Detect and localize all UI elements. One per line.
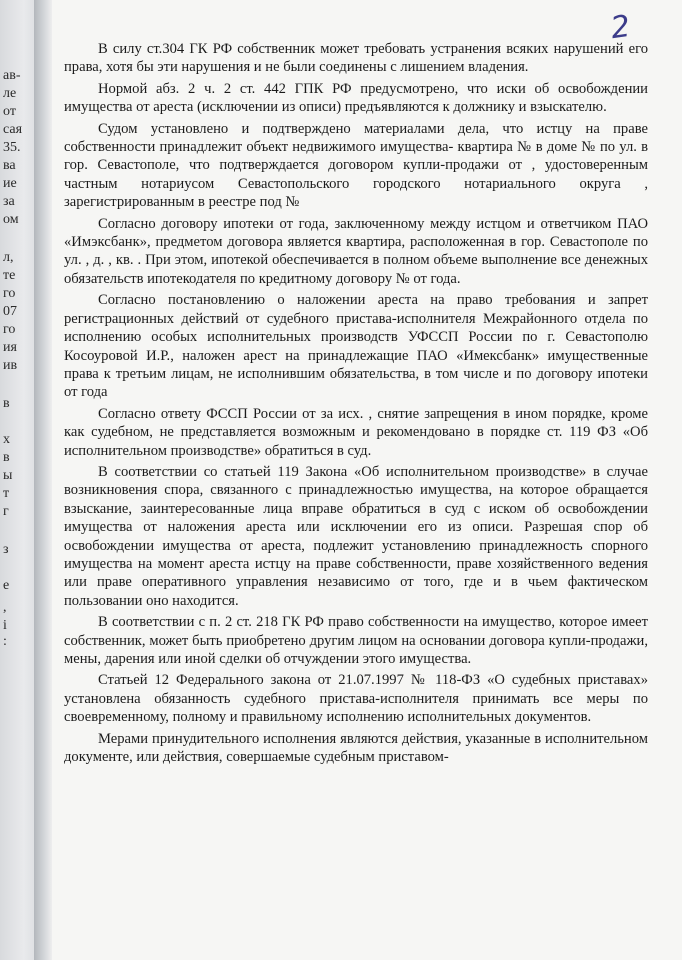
margin-fragment: ав-	[3, 68, 21, 83]
margin-fragment: :	[3, 634, 7, 649]
adjacent-page-edge	[0, 0, 34, 960]
paragraph: Согласно договору ипотеки от года, заключенному между истцом и ответчиком ПАО «Имэксбанк», предметом договора является квартира, расположенная в гор. Севастополе по ул. , д. , кв. . При этом, ипотекой обеспечивается в полном объеме выполнение все денежных обязательств ипотекодателя по кредитному договору № от года.	[64, 215, 648, 287]
paragraph: Согласно постановлению о наложении ареста на право требования и запрет регистрационных действий от судебного пристава-исполнителя Межрайонного отдела по исполнению особых исполнительных производств УФССП России по г. Севастополю Косоуровой И.Р., наложен арест на принадлежащие ПАО «Имексбанк» имущественные права к третьим лицам, не исполнившим обязательства, в том числе и по договору ипотеки от года	[64, 292, 648, 401]
margin-fragment: от	[3, 104, 16, 119]
paragraph: Судом установлено и подтверждено материалами дела, что истцу на праве собственности принадлежит объект недвижимого имущества- квартира № в доме № по ул. в гор. Севастополе, что подтверждается договором купли-продажи от , удостоверенным частным нотариусом Севастопольского городского нотариального округа , зарегистрированным в реестре под №	[64, 120, 648, 211]
margin-fragment: ы	[3, 468, 13, 483]
margin-fragment: 35.	[3, 140, 21, 155]
margin-fragment: в	[3, 396, 10, 411]
paragraph: В соответствии с п. 2 ст. 218 ГК РФ право собственности на имущество, которое имеет собственник, может быть приобретено другим лицом на основании договора купли-продажи, мены, дарения или иной сделки об отчуждении этого имущества.	[64, 614, 648, 667]
margin-fragment: 07	[3, 304, 17, 319]
margin-fragment: ,	[3, 600, 7, 615]
document-page	[52, 0, 682, 960]
margin-fragment: ие	[3, 176, 17, 191]
margin-fragment: г	[3, 504, 9, 519]
margin-fragment: ле	[3, 86, 17, 101]
margin-fragment: л,	[3, 250, 14, 265]
margin-fragment: ив	[3, 358, 18, 373]
paragraph: Согласно ответу ФССП России от за исх. , снятие запрещения в ином порядке, кроме как судебном, не представляется возможным и рекомендовано в порядке ст. 119 ФЗ «Об исполнительном производстве» обратиться в суд.	[64, 405, 648, 459]
paragraph: Статьей 12 Федерального закона от 21.07.1997 № 118-ФЗ «О судебных приставах» установлена обязанность судебного пристава-исполнителя принимать все меры по своевременному, полному и правильному исполнению исполнительных документов.	[64, 672, 648, 726]
margin-fragment: те	[3, 268, 16, 283]
document-body	[64, 40, 648, 766]
margin-fragment: за	[3, 194, 15, 209]
margin-fragment: ва	[3, 158, 16, 173]
margin-fragment: т	[3, 486, 10, 501]
handwritten-page-number: 2	[608, 8, 633, 47]
paragraph: В силу ст.304 ГК РФ собственник может требовать устранения всяких нарушений его права, хотя бы эти нарушения и не были соединены с лишением владения.	[64, 41, 648, 76]
margin-fragment: го	[3, 286, 16, 301]
paragraph: Мерами принудительного исполнения являются действия, указанные в исполнительном документе, или действия, совершаемые судебным приставом-	[64, 730, 648, 766]
margin-fragment: е	[3, 578, 10, 593]
margin-fragment: го	[3, 322, 16, 337]
book-gutter-shadow	[34, 0, 52, 960]
margin-fragment: ия	[3, 340, 17, 355]
margin-fragment: ом	[3, 212, 19, 227]
margin-fragment: і	[3, 618, 7, 633]
margin-fragment: з	[3, 542, 9, 557]
paragraph: В соответствии со статьей 119 Закона «Об исполнительном производстве» в случае возникновения спора, связанного с принадлежностью имущества, на которое обращается взыскание, заинтересованные лица вправе обратиться в суд с иском об освобождении имущества от наложения ареста или исключении его из описи. Разрешая спор об освобождении имущества от ареста, подлежит установлению принадлежность спорного имущества на момент ареста истцу на праве собственности, праве хозяйственного ведения или праве оперативного управления независимо от того, где и в чьем фактическом пользовании оно находится.	[64, 463, 648, 609]
paragraph: Нормой абз. 2 ч. 2 ст. 442 ГПК РФ предусмотрено, что иски об освобождении имущества от ареста (исключении из описи) предъявляются к должнику и взыскателю.	[64, 80, 648, 116]
margin-fragment: в	[3, 450, 10, 465]
margin-fragment: сая	[3, 122, 23, 137]
margin-fragment: х	[3, 432, 10, 447]
